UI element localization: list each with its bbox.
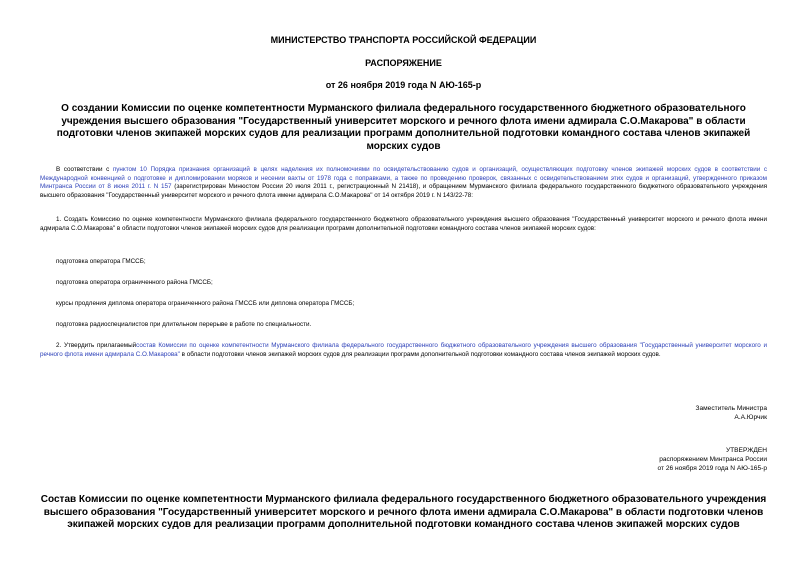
signatory-position: Заместитель Министра bbox=[695, 405, 767, 412]
document-type: РАСПОРЯЖЕНИЕ bbox=[365, 58, 442, 68]
composition-title: Состав Комиссии по оценке компетентности Мурманского филиала федерального государственного бюджетного образовательного учреждения высшего образования "Государственный университет морского и речного флота имени адмирала С.О.Макарова" в области подготовки членов экипажей морских судов для реализации программ дополнительной подготовки командного состава членов экипажей морских судов bbox=[40, 494, 767, 530]
preamble-text-end: (зарегистрирован Минюстом России 20 июля 2011 г., регистрационный N 21418), и обращением Мурманского филиала федерального государственного бюджетного образовательного учреждения высшего образования "Государственный университет морского и речного флота имени адмирала С.О.Макарова" от 14 октября 2019 г. N 143/22-78: bbox=[40, 183, 767, 199]
program-item: курсы продления диплома оператора ограниченного района ГМССБ или диплома оператора ГМССБ; bbox=[56, 300, 355, 307]
approval-line-2: от 26 ноября 2019 года N АЮ-165-р bbox=[657, 465, 767, 472]
approval-word: УТВЕРЖДЕН bbox=[725, 447, 767, 454]
order-point-10-link[interactable]: пунктом 10 Порядка признания организаций в целях наделения их полномочиями по освидетельствованию судов и организаций, осуществляющих подготовку членов экипажей морских судов в соответствии с Международной конвенцией о подготовке и дипломировании моряков и несении вахты от 1978 года с поправками, а также по проведению проверок, связанных с освидетельствованием этих судов и организаций, утвержденного приказом Минтранса России от 8 июня 2011 г. N 157 bbox=[40, 166, 767, 191]
preamble-paragraph bbox=[40, 166, 767, 200]
ministry-heading: МИНИСТЕРСТВО ТРАНСПОРТА РОССИЙСКОЙ ФЕДЕРАЦИИ bbox=[270, 35, 537, 45]
signatory-name: А.А.Юрчик bbox=[734, 414, 767, 421]
approval-line-1: распоряжением Минтранса России bbox=[659, 456, 767, 463]
document-title: О создании Комиссии по оценке компетентности Мурманского филиала федерального государственного бюджетного образовательного учреждения высшего образования "Государственный университет морского и речного флота имени адмирала С.О.Макарова" в области подготовки членов экипажей морских судов для реализации программ дополнительной подготовки командного состава членов экипажей морских судов bbox=[56, 103, 751, 152]
item-2-text-start: 2. Утвердить прилагаемый bbox=[56, 342, 137, 349]
item-2-paragraph bbox=[40, 342, 767, 359]
preamble-text-start: В соответствии с bbox=[56, 166, 113, 173]
program-item: подготовка радиоспециалистов при длительном перерыве в работе по специальности. bbox=[56, 321, 312, 328]
item-1-paragraph: 1. Создать Комиссию по оценке компетентности Мурманского филиала федерального государственного бюджетного образовательного учреждения высшего образования "Государственный университет морского и речного флота имени адмирала С.О.Макарова" в области подготовки членов экипажей морских судов для реализации программ дополнительной подготовки командного состава членов экипажей морских судов: bbox=[40, 216, 767, 232]
program-item: подготовка оператора ограниченного района ГМССБ; bbox=[56, 279, 213, 286]
document-date-number: от 26 ноября 2019 года N АЮ-165-р bbox=[325, 80, 482, 90]
item-2-text-end: в области подготовки членов экипажей морских судов для реализации программ дополнительной подготовки командного состава членов экипажей морских судов. bbox=[179, 350, 661, 358]
commission-composition-link[interactable]: состав Комиссии по оценке компетентности Мурманского филиала федерального государственного бюджетного образовательного учреждения высшего образования "Государственный университет морского и речного флота имени адмирала С.О.Макарова" bbox=[40, 342, 767, 358]
program-item: подготовка оператора ГМССБ; bbox=[56, 258, 146, 265]
